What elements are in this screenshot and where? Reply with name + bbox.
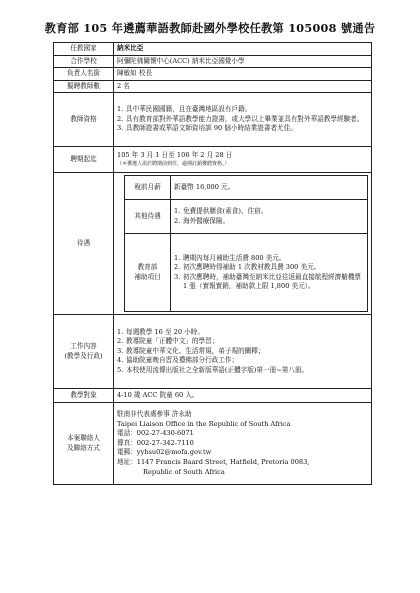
list-item: 1. 具中華民國國籍，且在臺灣地區設有戶籍。: [117, 105, 252, 114]
contact-address-line2: Republic of South Africa: [143, 467, 225, 476]
salary-value: 新臺幣 16,000 元。: [171, 176, 368, 200]
list-item: 3. 教導院童中華文化、生活常規，弟子規的闡釋；: [117, 346, 265, 355]
num-teachers-label: 擬聘教師數: [54, 80, 114, 93]
country-label: 任教國家: [54, 43, 114, 56]
contact-value: [114, 403, 372, 485]
num-teachers-value: 2 名: [114, 80, 372, 93]
contact-name: 駐南非代表處參事 許永助: [117, 410, 192, 419]
work-label: 工作內容 (教學及行政): [54, 315, 114, 389]
benefits-label: 待遇: [54, 173, 114, 315]
salary-label: 稅前月薪: [125, 176, 171, 200]
subsidy-value: [171, 234, 368, 312]
row-period: [54, 147, 372, 173]
page-title: 教育部 105 年遴薦華語教師赴國外學校任教第 105008 號通告: [44, 21, 376, 35]
list-item: 1. 免費提供膳食(素食)、住宿。: [174, 207, 268, 216]
row-country: [54, 43, 372, 56]
contact-label: 本案聯絡人 及聯絡方式: [54, 403, 114, 485]
contact-email[interactable]: 電郵：yyhsu02@mofa.gov.tw: [117, 448, 212, 457]
list-item: 2. 初次應聘時得補助 1 次教材教具費 300 美元。: [174, 263, 321, 272]
announcement-table: [53, 42, 372, 485]
work-value: [114, 315, 372, 389]
period-dates: 105 年 3 月 1 日至 106 年 2 月 28 日: [117, 151, 233, 160]
list-item: 3. 初次應聘時，補助臺灣至納米比亞往返最直接航程經濟艙機票 1 張（實報實銷，補助款上限 1,800 美元）。: [174, 272, 362, 291]
other-benefits-value: [171, 200, 368, 234]
contact-phone: 電話：002-27-430-6071: [117, 429, 194, 438]
list-item: 2. 海外醫療保險。: [174, 216, 230, 225]
subsidy-row: [125, 234, 368, 312]
list-item: 1. 聘期內每月補助生活費 800 美元。: [174, 253, 286, 262]
list-item: 1. 每週教學 16 至 20 小時。: [117, 327, 204, 336]
row-school: [54, 55, 372, 68]
subsidy-label: 教育部 補助項目: [125, 234, 171, 312]
school-value: 阿彌陀佛關懷中心(ACC) 納米比亞國覺小學: [114, 55, 372, 68]
qualifications-label: 教師資格: [54, 93, 114, 147]
contact-person-label: 負責人名銜: [54, 68, 114, 81]
other-benefits-row: [125, 200, 368, 234]
row-num-teachers: [54, 80, 372, 93]
country-value: 納米比亞: [114, 43, 372, 56]
list-item: 3. 具教師證書或華語文師資培訓 90 個小時結業證書者尤佳。: [117, 124, 297, 133]
list-item: 4. 協助院童晚自習及禮佛部分行政工作；: [117, 356, 239, 365]
row-work: [54, 315, 372, 389]
list-item: 5. 本校使用流傳出版社之全新版華語(正體字版)第一冊~第八冊。: [117, 366, 309, 374]
row-benefits: [54, 173, 372, 315]
period-value: [114, 147, 372, 173]
contact-office: Taipei Liaison Office in the Republic of South Africa: [117, 419, 291, 428]
row-target: [54, 389, 372, 403]
target-value: 4-10 歲 ACC 院童 60 人。: [114, 389, 372, 403]
period-label: 聘期起迄: [54, 147, 114, 173]
salary-row: [125, 176, 368, 200]
school-label: 合作學校: [54, 55, 114, 68]
contact-fax: 傳真：002-27-342-7110: [117, 438, 194, 447]
target-label: 教學對象: [54, 389, 114, 403]
period-note: （＊獲選人需於聘期前到任，逾期註銷獲聘資格。）: [117, 160, 230, 167]
row-qualifications: [54, 93, 372, 147]
list-item: 2. 教導院童「正體中文」的學習；: [117, 337, 219, 346]
contact-address: 地址：1147 Francis Baard Street, Hatfield, Pretoria 0083,: [117, 458, 310, 466]
qualifications-value: [114, 93, 372, 147]
other-benefits-label: 其他待遇: [125, 200, 171, 234]
benefits-subtable: [124, 175, 368, 312]
list-item: 2. 具有教育部對外華語教學能力證書，或大學以上畢業並具有對外華語教學經驗者。: [117, 114, 364, 123]
row-contact-person: [54, 68, 372, 81]
benefits-value: [114, 173, 372, 315]
contact-person-value: 陳敏如 校長: [114, 68, 372, 81]
row-contact: [54, 403, 372, 485]
